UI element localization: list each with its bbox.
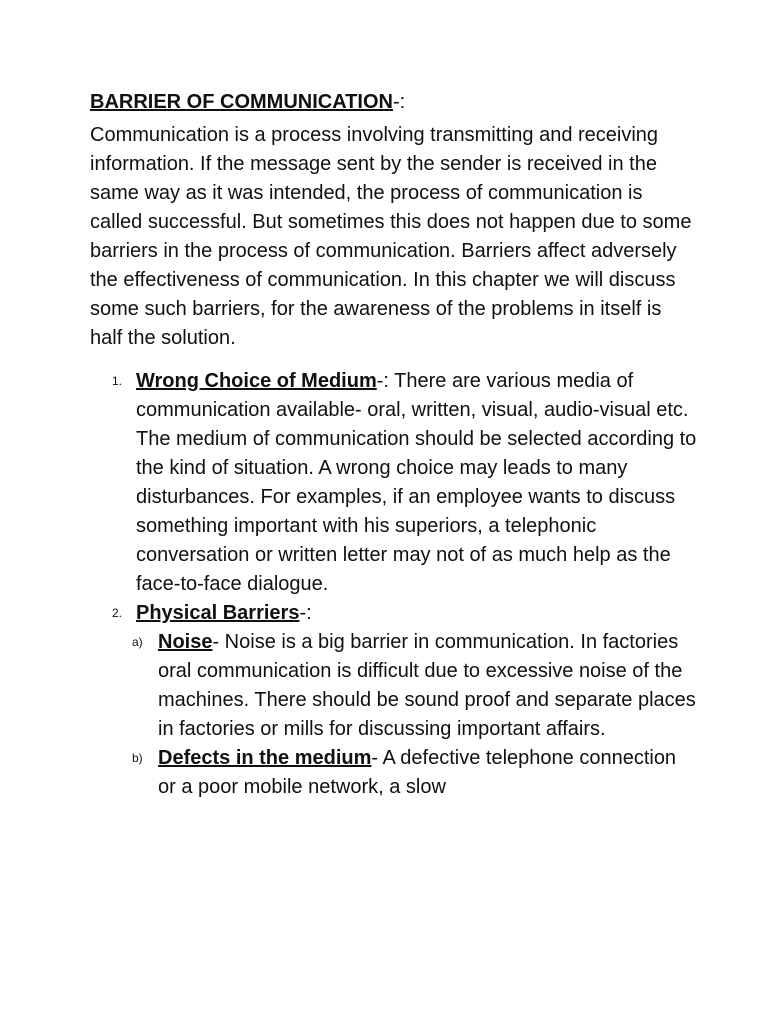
list-marker: 1. [112, 374, 123, 388]
sub-item-defects-in-medium [90, 744, 698, 802]
sub-item-text: - Noise is a big barrier in communication. In factories oral communication is difficult due to excessive noise of the machines. There should be sound proof and separate places in factories or mills for discussing important affairs. [158, 631, 696, 740]
sub-item-heading: Defects in the medium [158, 747, 372, 769]
list-item-wrong-choice-of-medium [90, 367, 698, 599]
list-marker: 2. [112, 606, 123, 620]
item-heading: Wrong Choice of Medium [136, 370, 377, 392]
sub-list-marker: a) [132, 635, 143, 649]
document-title [90, 88, 698, 117]
sub-item-noise [90, 628, 698, 744]
title-suffix: -: [392, 91, 406, 113]
intro-paragraph: Communication is a process involving transmitting and receiving information. If the message sent by the sender is received in the same way as it was intended, the process of communication is called successful. But sometimes this does not happen due to some barriers in the process of communication. Barriers affect adversely the effectiveness of communication. In this chapter we will discuss some such barriers, for the awareness of the problems in itself is half the solution. [90, 124, 692, 349]
item-heading: Physical Barriers [136, 602, 300, 624]
sub-item-heading: Noise [158, 631, 213, 653]
item-text: -: There are various media of communication available- oral, written, visual, audio-visual etc. The medium of communication should be selected according to the kind of situation. A wrong choice may leads to many disturbances. For examples, if an employee wants to discuss something important with his superiors, a telephonic conversation or written letter may not of as much help as the face-to-face dialogue. [136, 370, 697, 595]
sub-list-marker: b) [132, 751, 143, 765]
title-heading: BARRIER OF COMMUNICATION [90, 91, 393, 113]
item-text: -: [299, 602, 312, 624]
list-item-physical-barriers [90, 599, 698, 628]
sub-item-text: - A defective telephone connection or a poor mobile network, a slow [158, 747, 677, 798]
